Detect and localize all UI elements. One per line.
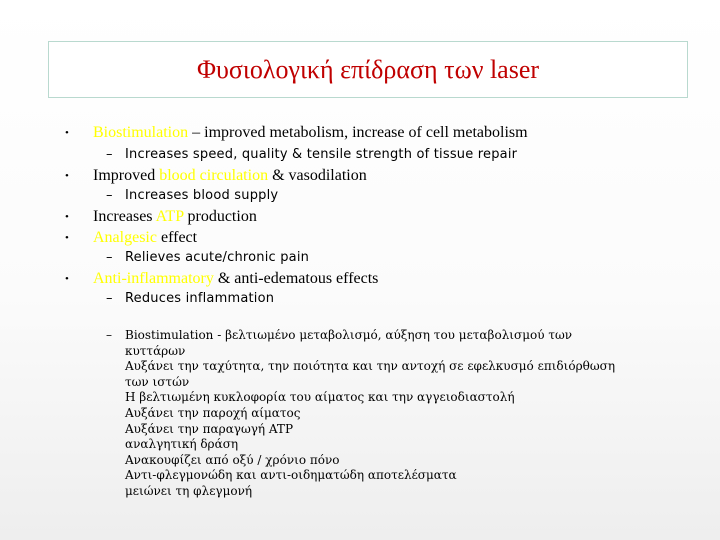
notes-line: μειώνει τη φλεγμονή	[125, 483, 253, 498]
notes-line: αναλγητική δράση	[125, 437, 239, 452]
notes-line: Αυξάνει την παραγωγή ATP	[125, 421, 294, 436]
sub-text	[106, 147, 517, 162]
dash-icon: –	[106, 188, 113, 203]
greek-notes	[106, 328, 666, 500]
bullet-text	[93, 124, 528, 142]
bullet-text	[93, 270, 378, 288]
bullet-body: & vasodilation	[268, 167, 367, 184]
bullet-prefix: Improved	[93, 167, 160, 184]
dash-icon: –	[106, 291, 113, 306]
bullet-icon: •	[65, 127, 69, 139]
bullet-text	[93, 167, 367, 185]
sub-body: Increases speed, quality & tensile strength of tissue repair	[125, 147, 518, 162]
notes-line: των ιστών	[125, 374, 190, 389]
sub-body: Increases blood supply	[125, 188, 279, 203]
sub-body: Reduces inflammation	[125, 291, 275, 306]
bullet-icon: •	[65, 273, 69, 285]
bullet-body: – improved metabolism, increase of cell metabolism	[188, 124, 528, 141]
bullet-icon: •	[65, 232, 69, 244]
dash-icon: –	[106, 250, 113, 265]
notes-line: κυττάρων	[125, 343, 186, 358]
dash-icon: –	[106, 147, 113, 162]
notes-line: Biostimulation - βελτιωμένο μεταβολισμό, αύξηση του μεταβολισμού των	[125, 328, 573, 342]
notes-line: Αυξάνει την ταχύτητα, την ποιότητα και την αντοχή σε εφελκυσμό επιδιόρθωση	[125, 359, 616, 374]
highlight-term: Biostimulation	[93, 124, 189, 141]
highlight-term: blood circulation	[159, 167, 269, 184]
bullet-body: effect	[156, 229, 198, 246]
sub-body: Relieves acute/chronic pain	[125, 250, 310, 265]
bullet-text	[93, 208, 257, 226]
sub-text	[106, 188, 278, 203]
bullet-prefix: Increases	[93, 208, 156, 225]
highlight-term: Analgesic	[93, 229, 157, 246]
bullet-icon: •	[65, 211, 69, 223]
highlight-term: Anti-inflammatory	[93, 270, 214, 287]
bullet-body: production	[183, 208, 257, 225]
slide-title: Φυσιολογική επίδραση των laser	[196, 54, 540, 84]
title-box	[48, 41, 688, 98]
highlight-term: ATP	[155, 208, 184, 225]
bullet-body: & anti-edematous effects	[213, 270, 379, 287]
sub-text	[106, 291, 274, 306]
notes-lines	[125, 328, 666, 500]
notes-line: Αντι-φλεγμονώδη και αντι-οιδηματώδη αποτελέσματα	[125, 468, 457, 483]
notes-line: Αυξάνει την παροχή αίματος	[125, 405, 301, 420]
notes-line: Ανακουφίζει από οξύ / χρόνιο πόνο	[125, 452, 340, 467]
dash-icon: –	[106, 328, 112, 342]
bullet-icon: •	[65, 170, 69, 182]
bullet-text	[93, 229, 197, 247]
notes-line: Η βελτιωμένη κυκλοφορία του αίματος και την αγγειοδιαστολή	[125, 390, 515, 405]
sub-text	[106, 250, 309, 265]
